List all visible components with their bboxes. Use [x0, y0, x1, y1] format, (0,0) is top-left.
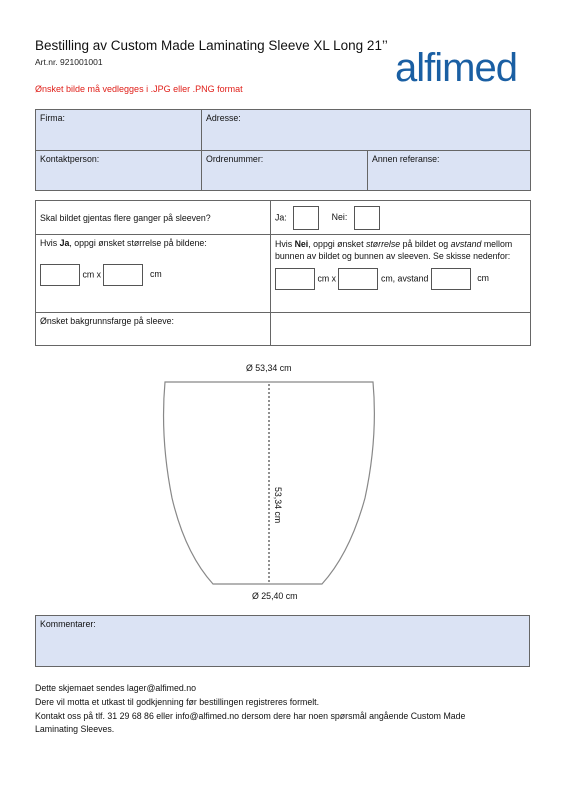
nei-label: Nei:: [331, 211, 348, 222]
ja-cm-label: cm: [149, 269, 162, 280]
hvis-nei-bold: Nei: [294, 239, 309, 249]
footer-line-draft: Dere vil motta et utkast til godkjenning før bestillingen registreres formelt.: [35, 697, 320, 707]
ja-width-field[interactable]: [40, 264, 80, 286]
alfimed-logo: alfimed: [395, 46, 517, 90]
nei-cm-avstand-label: cm, avstand: [380, 273, 429, 284]
nei-checkbox[interactable]: [354, 206, 380, 230]
kontaktperson-label: Kontaktperson:: [40, 154, 100, 164]
repeat-question-cell: [36, 201, 271, 235]
hvis-nei-and: på bildet og: [400, 239, 451, 249]
sleeve-diagram: [160, 378, 382, 590]
customer-info-table: [35, 109, 531, 191]
nei-height-field[interactable]: [338, 268, 378, 290]
firma-cell[interactable]: [36, 110, 202, 151]
repeat-answer-cell: [271, 201, 531, 235]
nei-cm-label: cm: [477, 273, 490, 284]
repeat-question: Skal bildet gjentas flere ganger på sleeven?: [40, 212, 211, 223]
ja-height-field[interactable]: [103, 264, 143, 286]
background-color-input-cell[interactable]: [271, 313, 531, 346]
hvis-nei-cell: [271, 235, 531, 313]
nei-distance-field[interactable]: [431, 268, 471, 290]
adresse-label: Adresse:: [206, 113, 241, 123]
height-label: 53,34 cm: [273, 487, 283, 524]
article-number: Art.nr. 921001001: [35, 57, 103, 67]
footer-line-contact: Kontakt oss på tlf. 31 29 68 86 eller info@alfimed.no dersom dere har noen spørsmål angående Custom Made: [35, 711, 466, 721]
hvis-ja-post: , oppgi ønsket størrelse på bildene:: [69, 238, 207, 248]
background-color-label-cell: [36, 313, 271, 346]
nei-cm-x-label: cm x: [317, 273, 337, 284]
footer-line-contact-cont: Laminating Sleeves.: [35, 724, 115, 734]
hvis-ja-pre: Hvis: [40, 238, 60, 248]
ja-cm-x-label: cm x: [82, 269, 102, 280]
image-format-notice: Ønsket bilde må vedlegges i .JPG eller .PNG format: [35, 84, 243, 94]
adresse-cell[interactable]: [202, 110, 531, 151]
annen-referanse-cell[interactable]: [368, 151, 531, 191]
comments-label: Kommentarer:: [40, 619, 96, 629]
comments-field[interactable]: [35, 615, 530, 667]
hvis-nei-italic-distance: avstand: [450, 239, 482, 249]
document-title: Bestilling av Custom Made Laminating Sleeve XL Long 21’’: [35, 38, 388, 53]
top-diameter-label: Ø 53,34 cm: [246, 363, 292, 373]
annen-referanse-label: Annen referanse:: [372, 154, 440, 164]
ordrenummer-cell[interactable]: [202, 151, 368, 191]
hvis-ja-cell: [36, 235, 271, 313]
ja-checkbox[interactable]: [293, 206, 319, 230]
ja-label: Ja:: [275, 211, 287, 222]
hvis-nei-pre: Hvis: [275, 239, 295, 249]
background-color-label: Ønsket bakgrunnsfarge på sleeve:: [40, 316, 174, 326]
hvis-nei-mid: , oppgi ønsket: [308, 239, 366, 249]
hvis-ja-bold: Ja: [59, 238, 70, 248]
bottom-diameter-label: Ø 25,40 cm: [252, 591, 298, 601]
ordrenummer-label: Ordrenummer:: [206, 154, 264, 164]
footer-line-email: Dette skjemaet sendes lager@alfimed.no: [35, 683, 197, 693]
hvis-nei-italic-size: størrelse: [365, 239, 401, 249]
firma-label: Firma:: [40, 113, 65, 123]
hvis-nei-post: mellom bunnen av bildet og bunnen av sleeven. Se skisse nedenfor:: [275, 239, 513, 261]
hvis-nei-text: [275, 238, 526, 262]
image-options-table: [35, 200, 531, 346]
hvis-ja-text: [40, 238, 266, 248]
nei-width-field[interactable]: [275, 268, 315, 290]
kontaktperson-cell[interactable]: [36, 151, 202, 191]
